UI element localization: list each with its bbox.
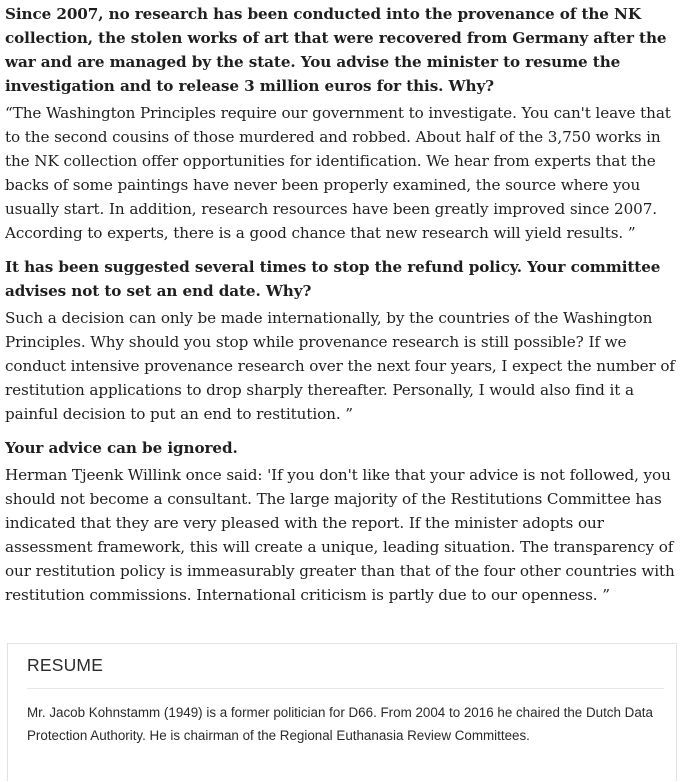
resume-divider xyxy=(27,688,664,689)
resume-box xyxy=(7,643,677,781)
interview-question-1: Since 2007, no research has been conducted into the provenance of the NK collection, the stolen works of art that were recovered from Germany after the war and are managed by the state. You advise the minister to resume the investigation and to release 3 million euros for this. Why? xyxy=(5,5,667,95)
resume-text: Mr. Jacob Kohnstamm (1949) is a former politician for D66. From 2004 to 2016 he chaired the Dutch Data Protection Authority. He is chairman of the Regional Euthanasia Review Committees. xyxy=(27,705,653,743)
interview-question-2: It has been suggested several times to stop the refund policy. Your committee advises not to set an end date. Why? xyxy=(5,258,661,300)
article-body xyxy=(5,2,681,607)
interview-answer-3: Herman Tjeenk Willink once said: 'If you don't like that your advice is not followed, you should not become a consultant. The large majority of the Restitutions Committee has indicated that they are very pleased with the report. If the minister adopts our assessment framework, this will create a unique, leading situation. The transparency of our restitution policy is immeasurably greater than that of the four other countries with restitution commissions. International criticism is partly due to our openness. ” xyxy=(5,466,675,604)
interview-question-3: Your advice can be ignored. xyxy=(5,439,238,457)
interview-answer-1: “The Washington Principles require our government to investigate. You can't leave that to the second cousins of those murdered and robbed. About half of the 3,750 works in the NK collection offer opportunities for identification. We hear from experts that the backs of some paintings have never been properly examined, the source where you usually start. In addition, research resources have been greatly improved since 2007. According to experts, there is a good chance that new research will yield results. ” xyxy=(5,104,671,242)
interview-answer-2: Such a decision can only be made internationally, by the countries of the Washington Principles. Why should you stop while provenance research is still possible? If we conduct intensive provenance research over the next four years, I expect the number of restitution applications to drop sharply thereafter. Personally, I would also find it a painful decision to put an end to restitution. ” xyxy=(5,309,675,423)
resume-title: RESUME xyxy=(27,655,104,675)
